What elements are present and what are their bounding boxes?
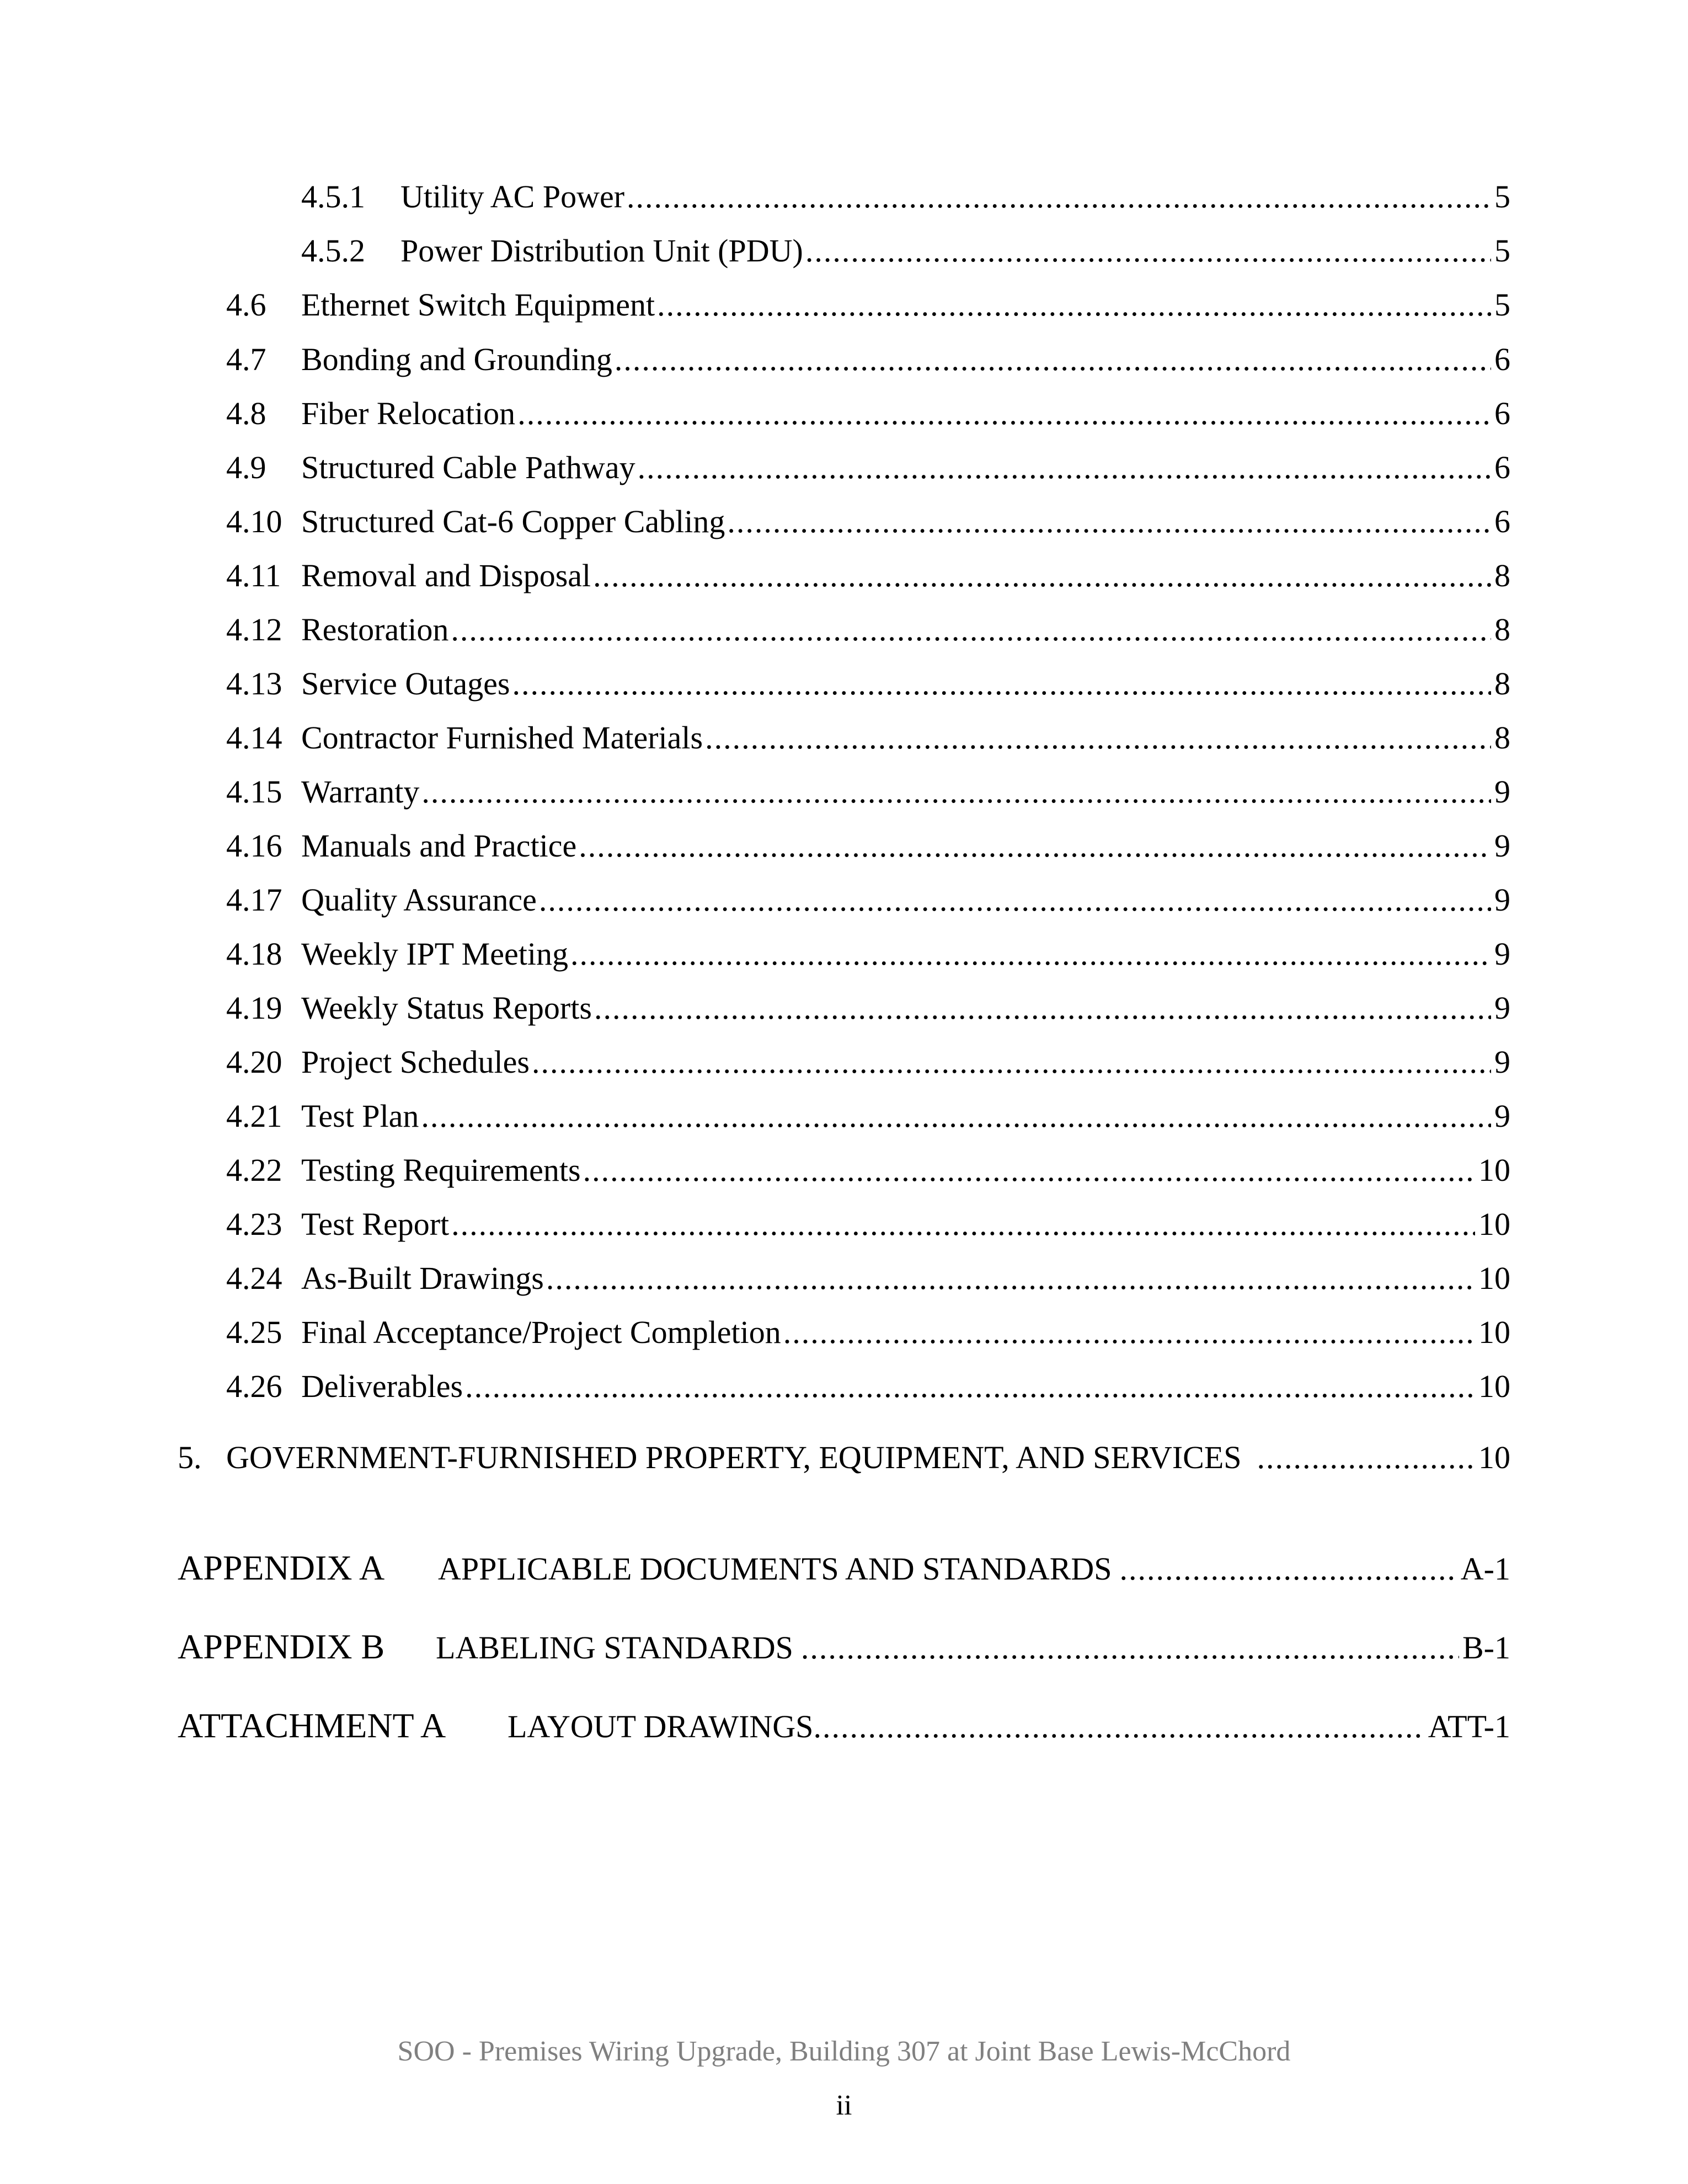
toc-attachment-a[interactable] [178, 1706, 1510, 1745]
toc-entry-title: Manuals and Practice [301, 828, 577, 864]
toc-entry-page: 6 [1494, 341, 1510, 377]
toc-entry-number: 4.6 [226, 287, 266, 323]
dot-leader [801, 1629, 1459, 1667]
toc-entry-number: 4.12 [226, 612, 282, 647]
toc-entry-title: Weekly IPT Meeting [301, 936, 568, 972]
toc-entry-page: 9 [1494, 936, 1510, 972]
toc-entry-title: Test Report [301, 1206, 450, 1242]
toc-entry-number: 4.14 [226, 720, 282, 756]
dot-leader [783, 1313, 1475, 1352]
toc-entry-number: 4.10 [226, 504, 282, 539]
toc-entry-title: Power Distribution Unit (PDU) [400, 233, 803, 269]
toc-entry-number: 4.15 [226, 774, 282, 810]
attachment-label: ATTACHMENT A [178, 1706, 446, 1745]
toc-entry-number: 4.16 [226, 828, 282, 864]
toc-entry-title: Testing Requirements [301, 1152, 581, 1188]
toc-entry-title: Project Schedules [301, 1044, 530, 1080]
toc-entry-title: Weekly Status Reports [301, 990, 592, 1026]
toc-entry-page: 6 [1494, 504, 1510, 539]
dot-leader [594, 989, 1491, 1027]
toc-entry-title: Removal and Disposal [301, 558, 591, 593]
toc-entry-4-14[interactable] [226, 719, 1510, 757]
dot-leader [1257, 1438, 1475, 1477]
toc-entry-number: 4.17 [226, 882, 282, 918]
dot-leader [517, 394, 1491, 433]
toc-entry-page: 8 [1494, 558, 1510, 593]
toc-entry-title: Quality Assurance [301, 882, 537, 918]
toc-entry-page: 6 [1494, 449, 1510, 485]
toc-entry-page: 10 [1478, 1206, 1510, 1242]
toc-entry-page: 10 [1478, 1260, 1510, 1296]
toc-entry-4-12[interactable] [226, 611, 1510, 649]
toc-entry-page: 6 [1494, 395, 1510, 431]
toc-entry-4-5-2[interactable] [301, 232, 1510, 270]
appendix-title: LABELING STANDARDS [436, 1630, 793, 1666]
toc-entry-number: 4.18 [226, 936, 282, 972]
toc-entry-number: 4.20 [226, 1044, 282, 1080]
toc-entry-title: Contractor Furnished Materials [301, 720, 703, 756]
toc-entry-title: Fiber Relocation [301, 395, 516, 431]
dot-leader [805, 232, 1491, 270]
toc-entry-4-21[interactable] [226, 1097, 1510, 1136]
toc-entry-number: 5. [178, 1439, 202, 1475]
toc-entry-4-5-1[interactable] [301, 178, 1510, 216]
appendix-title: APPLICABLE DOCUMENTS AND STANDARDS [438, 1551, 1112, 1587]
dot-leader [593, 556, 1491, 595]
dot-leader [465, 1367, 1475, 1406]
toc-entry-title: Utility AC Power [400, 179, 625, 215]
appendix-page: A-1 [1460, 1551, 1510, 1587]
toc-entry-number: 4.23 [226, 1206, 282, 1242]
toc-entry-page: 10 [1478, 1439, 1510, 1475]
attachment-page: ATT-1 [1428, 1709, 1510, 1744]
dot-leader [615, 340, 1491, 379]
toc-appendix-a[interactable] [178, 1549, 1510, 1587]
toc-entry-title: As-Built Drawings [301, 1260, 544, 1296]
toc-entry-page: 8 [1494, 612, 1510, 647]
toc-entry-page: 9 [1494, 1098, 1510, 1134]
dot-leader [546, 1259, 1475, 1298]
toc-entry-page: 5 [1494, 233, 1510, 269]
appendix-page: B-1 [1462, 1630, 1510, 1666]
toc-entry-page: 9 [1494, 882, 1510, 918]
dot-leader [705, 719, 1491, 757]
toc-entry-number: 4.26 [226, 1368, 282, 1404]
toc-entry-number: 4.13 [226, 666, 282, 702]
dot-leader [1120, 1550, 1457, 1588]
toc-entry-4-17[interactable] [226, 881, 1510, 919]
toc-entry-4-13[interactable] [226, 665, 1510, 703]
toc-entry-number: 4.24 [226, 1260, 282, 1296]
toc-entry-number: 4.19 [226, 990, 282, 1026]
toc-entry-4-22[interactable] [226, 1151, 1510, 1190]
appendix-label: APPENDIX B [178, 1627, 385, 1666]
toc-entry-4-19[interactable] [226, 989, 1510, 1027]
toc-entry-4-15[interactable] [226, 773, 1510, 811]
toc-entry-4-25[interactable] [226, 1313, 1510, 1352]
dot-leader [638, 448, 1491, 487]
dot-leader [421, 773, 1491, 811]
dot-leader [570, 935, 1491, 973]
toc-entry-number: 4.7 [226, 341, 266, 377]
toc-entry-4-20[interactable] [226, 1043, 1510, 1082]
toc-entry-4-10[interactable] [226, 502, 1510, 541]
appendix-label: APPENDIX A [178, 1548, 385, 1587]
dot-leader [451, 1205, 1475, 1244]
dot-leader [813, 1707, 1424, 1746]
toc-entry-number: 4.8 [226, 395, 266, 431]
toc-entry-page: 5 [1494, 179, 1510, 215]
toc-entry-4-23[interactable] [226, 1205, 1510, 1244]
toc-entry-title: Restoration [301, 612, 449, 647]
toc-entry-4-24[interactable] [226, 1259, 1510, 1298]
dot-leader [539, 881, 1491, 919]
toc-entry-page: 8 [1494, 720, 1510, 756]
toc-entry-title: Structured Cat-6 Copper Cabling [301, 504, 725, 539]
dot-leader [421, 1097, 1491, 1136]
toc-entry-4-6[interactable] [226, 286, 1510, 324]
toc-entry-title: Test Plan [301, 1098, 419, 1134]
toc-entry-title: Ethernet Switch Equipment [301, 287, 655, 323]
footer-page-number: ii [836, 2090, 852, 2121]
toc-entry-5[interactable] [178, 1438, 1510, 1477]
toc-entry-4-18[interactable] [226, 935, 1510, 973]
toc-entry-page: 10 [1478, 1314, 1510, 1350]
toc-entry-4-7[interactable] [226, 340, 1510, 379]
toc-entry-number: 4.5.1 [301, 179, 365, 215]
toc-entry-title: Bonding and Grounding [301, 341, 612, 377]
toc-entry-page: 8 [1494, 666, 1510, 702]
toc-entry-title: Deliverables [301, 1368, 463, 1404]
toc-entry-number: 4.21 [226, 1098, 282, 1134]
dot-leader [627, 178, 1491, 216]
toc-entry-number: 4.11 [226, 558, 281, 593]
dot-leader [583, 1151, 1475, 1190]
toc-entry-page: 9 [1494, 774, 1510, 810]
dot-leader [512, 665, 1491, 703]
toc-entry-page: 10 [1478, 1368, 1510, 1404]
dot-leader [727, 502, 1491, 541]
toc-entry-title: Structured Cable Pathway [301, 449, 635, 485]
toc-entry-4-16[interactable] [226, 827, 1510, 865]
toc-entry-page: 9 [1494, 828, 1510, 864]
toc-appendix-b[interactable] [178, 1628, 1510, 1666]
footer-document-title: SOO - Premises Wiring Upgrade, Building 307 at Joint Base Lewis-McChord [397, 2036, 1291, 2067]
toc-entry-4-26[interactable] [226, 1367, 1510, 1406]
toc-entry-number: 4.25 [226, 1314, 282, 1350]
toc-entry-title: GOVERNMENT-FURNISHED PROPERTY, EQUIPMENT, AND SERVICES [226, 1439, 1242, 1475]
dot-leader [451, 611, 1491, 649]
dot-leader [532, 1043, 1491, 1082]
toc-entry-title: Service Outages [301, 666, 510, 702]
toc-entry-page: 10 [1478, 1152, 1510, 1188]
toc-entry-page: 9 [1494, 1044, 1510, 1080]
toc-entry-4-9[interactable] [226, 448, 1510, 487]
toc-entry-page: 5 [1494, 287, 1510, 323]
toc-entry-title: Final Acceptance/Project Completion [301, 1314, 781, 1350]
toc-entry-4-11[interactable] [226, 556, 1510, 595]
dot-leader [579, 827, 1491, 865]
toc-entry-page: 9 [1494, 990, 1510, 1026]
dot-leader [657, 286, 1491, 324]
toc-entry-number: 4.22 [226, 1152, 282, 1188]
toc-entry-title: Warranty [301, 774, 420, 810]
attachment-title: LAYOUT DRAWINGS [508, 1709, 814, 1744]
toc-entry-number: 4.5.2 [301, 233, 365, 269]
toc-entry-number: 4.9 [226, 449, 266, 485]
toc-entry-4-8[interactable] [226, 394, 1510, 433]
